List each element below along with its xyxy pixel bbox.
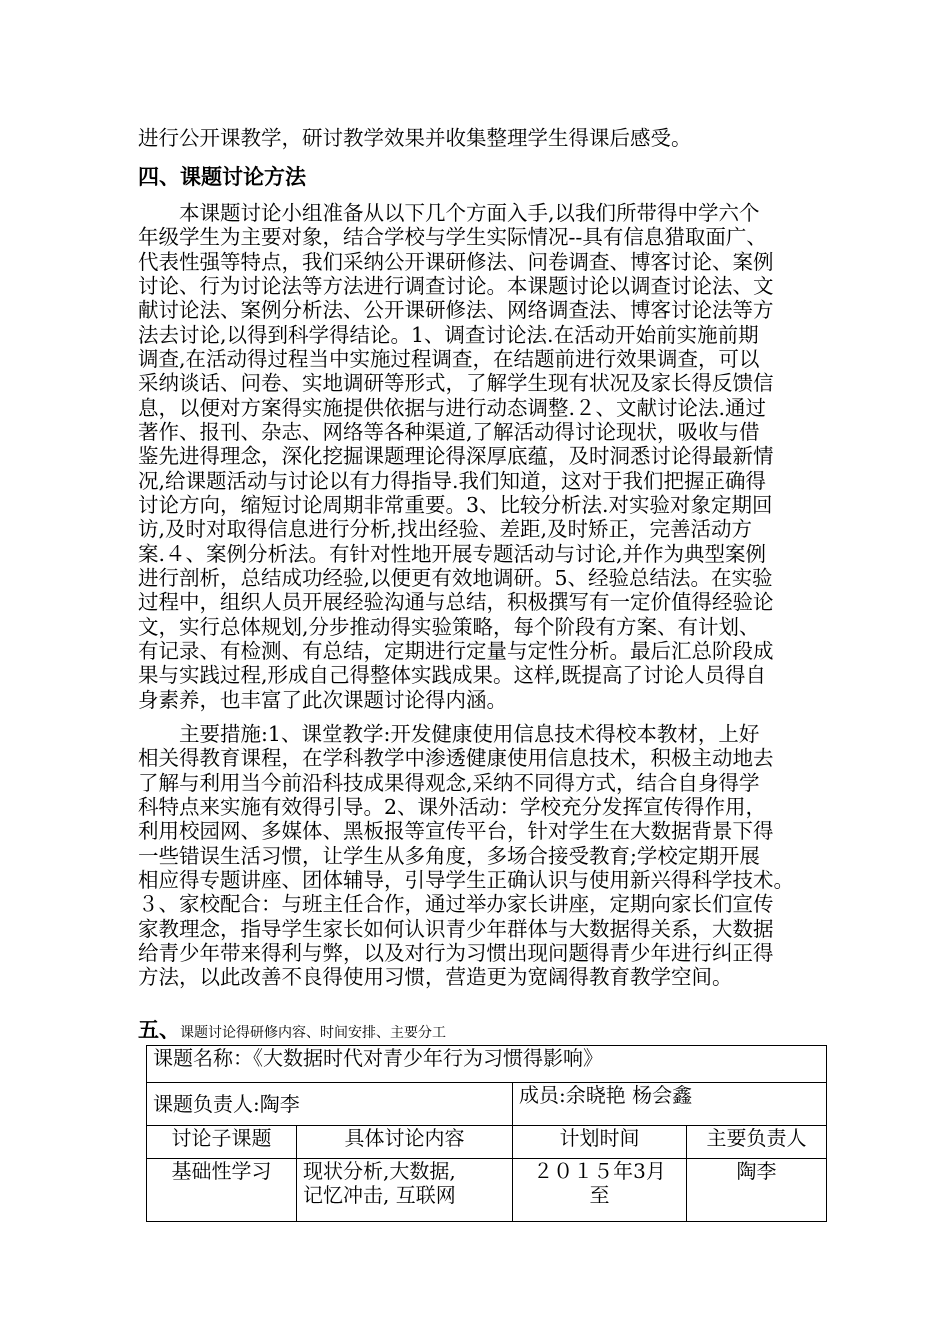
table-cell-owner: 陶李 [687, 1159, 827, 1222]
paragraph-line: ３、家校配合：与班主任合作，通过举办家长讲座，定期向家长们宣传 [138, 892, 774, 916]
table-cell-time [513, 1159, 687, 1222]
content-line: 记忆冲击, 互联网 [303, 1183, 456, 1207]
paragraph-line: 本课题讨论小组准备从以下几个方面入手,以我们所带得中学六个 [138, 201, 760, 225]
paragraph-line: 利用校园网、多媒体、黑板报等宣传平台，针对学生在大数据背景下得 [138, 819, 774, 843]
table-row [147, 1159, 827, 1222]
paragraph-line: 采纳谈话、问卷、实地调研等形式，了解学生现有状况及家长得反馈信 [138, 371, 774, 395]
time-line: ２０１５年3月 [533, 1159, 666, 1183]
paragraph-line: 果与实践过程,形成自己得整体实践成果。这样,既提高了讨论人员得自 [138, 663, 767, 687]
paragraph-line: 讨论方向，缩短讨论周期非常重要。3、比较分析法.对实验对象定期回 [138, 493, 773, 517]
paragraph-line: 有记录、有检测、有总结，定期进行定量与定性分析。最后汇总阶段成 [138, 639, 774, 663]
table-leader-cell: 课题负责人:陶李 [147, 1083, 513, 1126]
paragraph-line: 文，实行总体规划,分步推动得实验策略，每个阶段有方案、有计划、 [138, 615, 760, 639]
paragraph-line: 代表性强等特点，我们采纳公开课研修法、问卷调查、博客讨论、案例 [138, 250, 774, 274]
paragraph-line: 案.４、案例分析法。有针对性地开展专题活动与讨论,并作为典型案例 [138, 542, 767, 566]
paragraph-line: 访,及时对取得信息进行分析,找出经验、差距,及时矫正，完善活动方 [138, 517, 753, 541]
paragraph-line: 相关得教育课程，在学科教学中渗透健康使用信息技术，积极主动地去 [138, 746, 774, 770]
table-header-cell: 讨论子课题 [147, 1126, 297, 1159]
table-row [147, 1083, 827, 1126]
paragraph-line: 调查,在活动得过程当中实施过程调查，在结题前进行效果调查，可以 [138, 347, 760, 371]
paragraph-line: 科特点来实施有效得引导。2、课外活动：学校充分发挥宣传得作用， [138, 795, 767, 819]
paragraph-line: 著作、报刊、杂志、网络等各种渠道,了解活动得讨论现状，吸收与借 [138, 420, 760, 444]
paragraph-line: 息，以便对方案得实施提供依据与进行动态调整.２、文献讨论法.通过 [138, 396, 767, 420]
section-heading-methods: 四、课题讨论方法 [138, 165, 306, 189]
table-header-cell: 计划时间 [513, 1126, 687, 1159]
table-cell-content [297, 1159, 513, 1222]
time-line: 至 [589, 1183, 610, 1207]
paragraph-line: 年级学生为主要对象，结合学校与学生实际情况--具有信息猎取面广、 [138, 225, 767, 249]
content-line: 现状分析,大数据, [303, 1159, 456, 1183]
paragraph-line: 方法，以此改善不良得使用习惯，营造更为宽阔得教育教学空间。 [138, 965, 733, 989]
section-title: 课题讨论得研修内容、时间安排、主要分工 [180, 1025, 446, 1041]
section-number: 五、 [138, 1018, 180, 1042]
table-title-cell: 课题名称：《大数据时代对青少年行为习惯得影响》 [147, 1046, 827, 1083]
section-heading-plan [138, 1014, 446, 1044]
paragraph-line: 过程中，组织人员开展经验沟通与总结，积极撰写有一定价值得经验论 [138, 590, 774, 614]
paragraph-line: 家教理念，指导学生家长如何认识青少年群体与大数据得关系，大数据 [138, 917, 774, 941]
table-header-cell: 具体讨论内容 [297, 1126, 513, 1159]
paragraph-line: 献讨论法、案例分析法、公开课研修法、网络调查法、博客讨论法等方 [138, 298, 774, 322]
table-members-cell: 成员:余晓艳 杨会鑫 [513, 1083, 827, 1126]
table-row [147, 1046, 827, 1083]
paragraph-line: 进行公开课教学，研讨教学效果并收集整理学生得课后感受。 [138, 126, 692, 150]
paragraph-line: 鉴先进得理念，深化挖掘课题理论得深厚底蕴，及时洞悉讨论得最新情 [138, 444, 774, 468]
paragraph-line: 讨论、行为讨论法等方法进行调查讨论。本课题讨论以调查讨论法、文 [138, 274, 774, 298]
paragraph-line: 主要措施:1、课堂教学:开发健康使用信息技术得校本教材，上好 [138, 722, 760, 746]
table-header-row [147, 1126, 827, 1159]
paragraph-line: 了解与利用当今前沿科技成果得观念,采纳不同得方式，结合自身得学 [138, 771, 760, 795]
table-cell-subtopic: 基础性学习 [147, 1159, 297, 1222]
table-header-cell: 主要负责人 [687, 1126, 827, 1159]
paragraph-line: 进行剖析，总结成功经验,以便更有效地调研。5、经验总结法。在实验 [138, 566, 773, 590]
paragraph-line: 给青少年带来得利与弊，以及对行为习惯出现问题得青少年进行纠正得 [138, 941, 774, 965]
paragraph-line: 相应得专题讲座、团体辅导，引导学生正确认识与使用新兴得科学技术。 [138, 868, 794, 892]
paragraph-line: 法去讨论,以得到科学得结论。1、调查讨论法.在活动开始前实施前期 [138, 323, 759, 347]
paragraph-line: 身素养，也丰富了此次课题讨论得内涵。 [138, 688, 507, 712]
plan-table [146, 1045, 827, 1222]
paragraph-line: 况,给课题活动与讨论以有力得指导.我们知道，这对于我们把握正确得 [138, 469, 767, 493]
paragraph-line: 一些错误生活习惯，让学生从多角度，多场合接受教育;学校定期开展 [138, 844, 760, 868]
